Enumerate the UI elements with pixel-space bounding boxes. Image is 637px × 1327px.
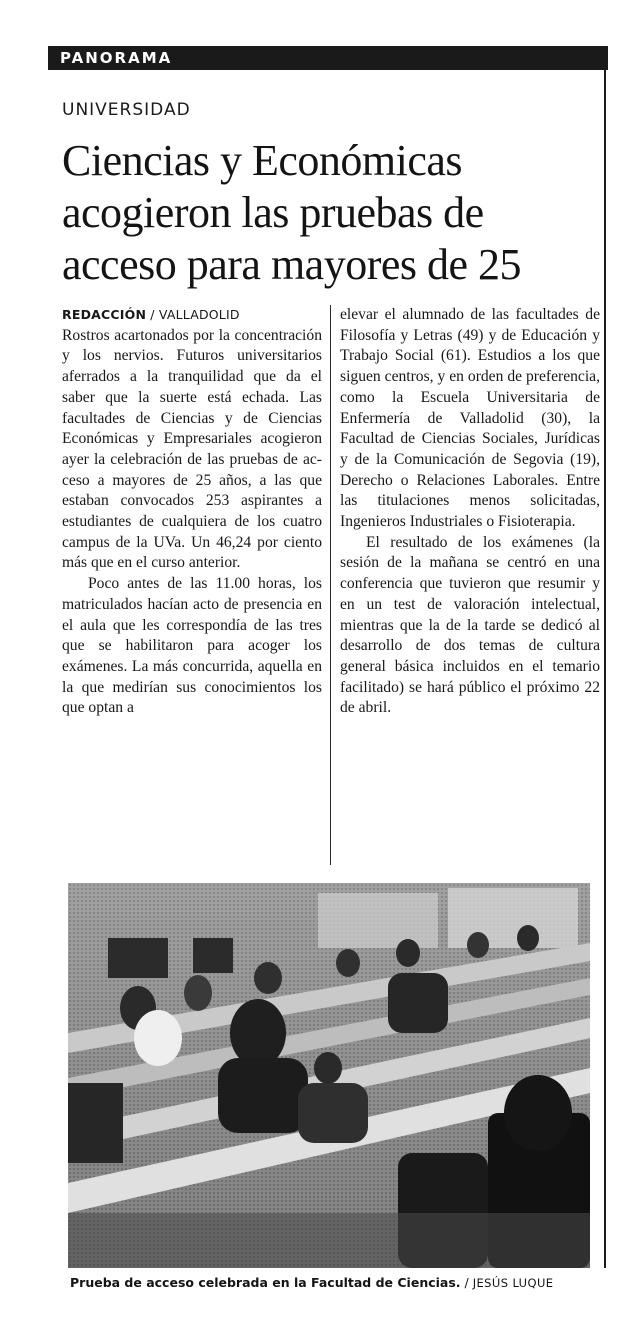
column-divider bbox=[330, 305, 331, 865]
section-header: PANORAMA bbox=[48, 46, 608, 70]
caption-separator: / bbox=[460, 1275, 473, 1290]
headline: Ciencias y Económicas acogieron las pruebas de acceso para mayores de 25 bbox=[62, 136, 522, 289]
kicker: UNIVERSIDAD bbox=[62, 100, 191, 120]
byline-agency: REDACCIÓN bbox=[62, 307, 147, 322]
article-column-1 bbox=[62, 305, 322, 719]
paragraph: El resultado de los exámenes (la sesión de la mañana se centró en una conferencia que tuvieron que resumir y en un test de valoración intelectual, mientras que la de la tarde se dedicó al desarrollo de dos temas de cultura general básica incluidos en el temario facilitado) se hará público el próximo 22 de abril. bbox=[340, 533, 600, 717]
page-edge-rule bbox=[604, 46, 606, 1268]
byline-location: VALLADOLID bbox=[158, 307, 240, 322]
caption-text: Prueba de acceso celebrada en la Facultad de Ciencias. bbox=[70, 1275, 461, 1290]
paragraph bbox=[62, 305, 322, 574]
paragraph-text: Rostros acartonados por la concentración y los nervios. Futuros universitarios aferrados a la tranquilidad que da el saber que la suerte está echada. Las facultades de Ciencias y de Ciencias Económicas y Empresariales acogieron ayer la celebración de las pruebas de acceso a mayores de 25 años, a las que estaban convocados 253 aspirantes a estudiantes de cualquiera de los cuatro campus de la UVa. Un 46,24 por ciento más que en el curso anterior. bbox=[62, 326, 322, 572]
byline bbox=[62, 307, 240, 322]
classroom-photo-illustration bbox=[68, 883, 590, 1268]
photo-credit: JESÚS LUQUE bbox=[472, 1276, 554, 1290]
news-photo bbox=[68, 883, 590, 1268]
article-column-2 bbox=[340, 305, 600, 719]
byline-separator: / bbox=[146, 307, 159, 322]
paragraph: elevar el alumnado de las facultades de Filosofía y Letras (49) y de Educación y Trabajo Social (61). Estudios a los que siguen centros, y en orden de preferencia, como la Escuela Universitaria de Enfermería de Valladolid (30), la Facultad de Ciencias Sociales, Jurídicas y de la Comunicación de Segovia (19), Derecho o Relaciones Laborales. Entre las titulaciones menos solicitadas, Ingenieros Industriales o Fisioterapia. bbox=[340, 306, 600, 531]
paragraph: Poco antes de las 11.00 horas, los matriculados hacían acto de presencia en el aula que les correspondía de las tres que se habilitaron para acoger los exámenes. La más concurrida, aquella en la que medirían sus conocimientos los que optan a bbox=[62, 575, 322, 717]
photo-caption bbox=[70, 1275, 600, 1290]
